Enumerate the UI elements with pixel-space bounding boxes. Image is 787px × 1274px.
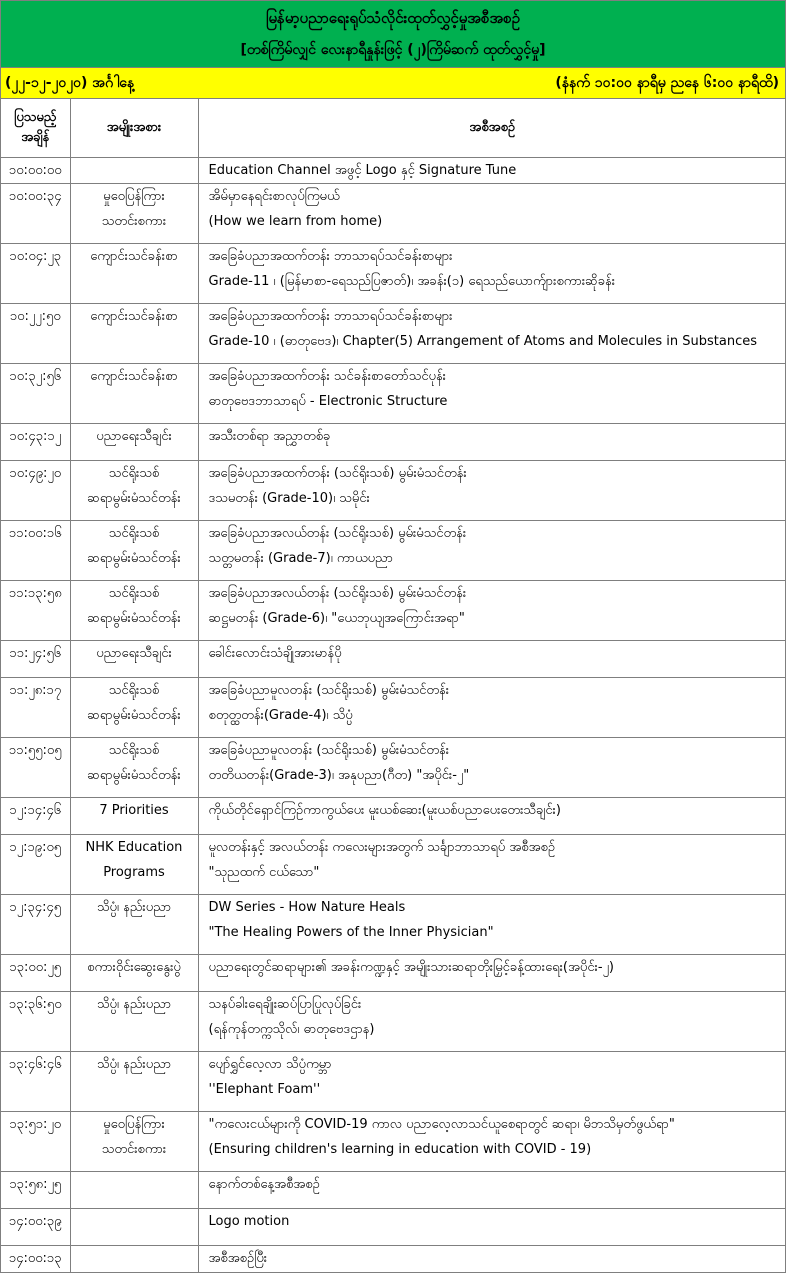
row-time (1, 798, 70, 835)
row-time (1, 678, 70, 738)
row-program-line: ''Elephant Foam'' (208, 1082, 321, 1097)
row-type-line: သတင်းစကား (101, 1142, 167, 1157)
schedule-row (1, 955, 786, 992)
schedule-row (1, 521, 786, 581)
row-type (70, 1112, 198, 1172)
row-type-line: ပညာရေးသီချင်း (96, 646, 172, 661)
row-program-line: ကိုယ်တိုင်ရှောင်ကြဉ်ကာကွယ်ပေး မူးယစ်ဆေး(မူးယစ်ပညာပေးတေးသီချင်း) (208, 803, 561, 818)
row-program-line: အခြေခံပညာအလယ်တန်း (သင်ရိုးသစ်) မွမ်းမံသင်တန်း (208, 526, 467, 541)
row-time-text: ၁၃:၅၁:၂၀ (9, 1117, 62, 1132)
schedule-row (1, 158, 786, 184)
row-type (70, 158, 198, 184)
row-type (70, 1209, 198, 1246)
schedule-body (1, 158, 786, 1274)
row-time (1, 461, 70, 521)
row-program-line: အခြေခံပညာအထက်တန်း သင်ခန်းစာတော်သင်ပုန်း (208, 369, 446, 384)
row-program (198, 1246, 786, 1274)
row-program-line: Education Channel အဖွင့် Logo နှင့် Signature Tune (208, 163, 517, 178)
schedule-table (1, 99, 786, 1273)
row-type-line (71, 1172, 198, 1197)
row-program (198, 158, 786, 184)
row-type (70, 521, 198, 581)
schedule-row (1, 1112, 786, 1172)
row-type (70, 304, 198, 364)
row-time (1, 304, 70, 364)
row-program-line: အစီအစဉ်ပြီး (208, 1251, 268, 1266)
schedule-row (1, 678, 786, 738)
row-program (198, 738, 786, 798)
row-program (198, 581, 786, 641)
row-program-line: Logo motion (208, 1214, 290, 1229)
row-type-line: မှုဝေပြန်ကြား (103, 1117, 165, 1132)
row-time (1, 835, 70, 895)
row-program-line: ပညာရေးတွင်ဆရာများ၏ အခန်းကဏ္ဍနှင့် အမျိုးသားဆရာတိုးမြှင့်ခန့်ထားရေး(အပိုင်း-၂) (208, 960, 615, 975)
row-type (70, 581, 198, 641)
row-program (198, 184, 786, 244)
row-type-line: စကားဝိုင်းဆွေးနွေးပွဲ (87, 960, 181, 975)
row-time (1, 424, 70, 461)
schedule-row (1, 1246, 786, 1274)
row-type (70, 895, 198, 955)
row-program (198, 992, 786, 1052)
row-time (1, 738, 70, 798)
schedule-row (1, 461, 786, 521)
row-type (70, 461, 198, 521)
title-band (1, 1, 785, 68)
row-type (70, 244, 198, 304)
row-time (1, 581, 70, 641)
schedule-subtitle: [တစ်ကြိမ်လျှင် လေးနာရီနှုန်းဖြင့် (၂)ကြိမ်ဆက် ထုတ်လွှင့်မှု] (240, 42, 546, 58)
row-time-text: ၁၀:၀၀:၀၀ (8, 163, 62, 178)
row-type-line (71, 1246, 198, 1271)
row-program-line: အသီးတစ်ရာ အညွှာတစ်ခု (208, 429, 331, 444)
row-time (1, 641, 70, 678)
row-program (198, 304, 786, 364)
schedule-row (1, 304, 786, 364)
row-time-text: ၁၂:၁၄:၄၆ (9, 803, 62, 818)
row-type-line (71, 158, 198, 183)
row-program-line: (Ensuring children's learning in education with COVID - 19) (208, 1142, 592, 1157)
row-time-text: ၁၁:၁၃:၅၈ (8, 586, 62, 601)
column-header-type: အမျိုးအစား (70, 99, 198, 158)
row-type-line: ကျောင်းသင်ခန်းစာ (90, 309, 178, 324)
row-type-line (71, 1209, 198, 1234)
row-program-line: ဓာတုဗေဒဘာသာရပ် - Electronic Structure (208, 394, 448, 409)
row-time-text: ၁၀:၀၄:၂၃ (9, 249, 62, 264)
row-program-line: (ရန်ကုန်တက္ကသိုလ်၊ ဓာတုဗေဒဌာန) (208, 1022, 375, 1037)
row-program (198, 798, 786, 835)
row-type (70, 678, 198, 738)
row-type-line: ပညာရေးသီချင်း (96, 429, 172, 444)
broadcast-time-range: (နံနက် ၁၀:၀၀ နာရီမှ ညနေ ၆:၀၀ နာရီထိ) (555, 75, 779, 91)
schedule-row (1, 895, 786, 955)
row-type-line: ကျောင်းသင်ခန်းစာ (90, 249, 178, 264)
row-program-line: ဆဋ္ဌမတန်း (Grade-6)၊ "ယေဘုယျအကြောင်းအရာ" (208, 611, 465, 626)
row-type-line: Programs (103, 865, 165, 880)
schedule-row (1, 1209, 786, 1246)
row-program-line: သနပ်ခါးရေချိုးဆပ်ပြာပြုလုပ်ခြင်း (208, 997, 362, 1012)
row-type-line: သင်ရိုးသစ် (108, 743, 160, 758)
row-program-line: ပျော်ရွှင်လေ့လာ သိပ္ပံကမ္ဘာ (208, 1057, 332, 1072)
row-type (70, 364, 198, 424)
row-type-line: NHK Education (85, 840, 183, 855)
row-program-line: အခြေခံပညာအထက်တန်း ဘာသာရပ်သင်ခန်းစာများ (208, 309, 453, 324)
row-program (198, 1112, 786, 1172)
row-program-line: အခြေခံပညာမူလတန်း (သင်ရိုးသစ်) မွမ်းမံသင်တန်း (208, 683, 450, 698)
row-type-line: သိပ္ပံ၊ နည်းပညာ (96, 997, 172, 1012)
column-header-time: ပြသမည့် အချိန် (1, 99, 70, 158)
row-program-line: အိမ်မှာနေရင်းစာလုပ်ကြမယ် (208, 189, 340, 204)
date-band (1, 68, 785, 99)
row-time (1, 895, 70, 955)
schedule-row (1, 1172, 786, 1209)
row-type-line: ဆရာမွမ်းမံသင်တန်း (87, 611, 181, 626)
table-header-row (1, 99, 786, 158)
row-time-text: ၁၁:၂၄:၅၆ (9, 646, 62, 661)
row-type (70, 955, 198, 992)
schedule-row (1, 244, 786, 304)
row-time-text: ၁၀:၃၂:၅၆ (9, 369, 62, 384)
column-header-program: အစီအစဉ် (198, 99, 786, 158)
row-time (1, 992, 70, 1052)
row-time-text: ၁၃:၄၆:၄၆ (8, 1057, 62, 1072)
row-program (198, 835, 786, 895)
row-time (1, 1246, 70, 1274)
row-time-text: ၁၃:၀၀:၂၅ (9, 960, 62, 975)
row-program-line: စတုတ္ထတန်း(Grade-4)၊ သိပ္ပံ (208, 708, 353, 723)
row-time (1, 244, 70, 304)
row-type (70, 1052, 198, 1112)
row-program-line: ခေါင်းလောင်းသံချိုအားမာန်ပို (208, 646, 342, 661)
row-program-line: နောက်တစ်နေ့အစီအစဉ် (208, 1177, 320, 1192)
row-time-text: ၁၃:၃၆:၅၀ (8, 997, 62, 1012)
row-time-text: ၁၂:၃၄:၄၅ (9, 900, 62, 915)
row-time (1, 184, 70, 244)
row-type-line: သင်ရိုးသစ် (108, 466, 160, 481)
schedule-row (1, 835, 786, 895)
row-type-line: ဆရာမွမ်းမံသင်တန်း (87, 768, 181, 783)
schedule-row (1, 364, 786, 424)
row-program (198, 1172, 786, 1209)
row-time-text: ၁၁:၅၅:၀၅ (8, 743, 62, 758)
schedule-row (1, 641, 786, 678)
row-time (1, 521, 70, 581)
row-time (1, 1209, 70, 1246)
row-program-line: သတ္တမတန်း (Grade-7)၊ ကာယပညာ (208, 551, 393, 566)
row-program (198, 1209, 786, 1246)
schedule-row (1, 738, 786, 798)
row-time-text: ၁၁:၀၀:၁၆ (8, 526, 62, 541)
schedule-row (1, 992, 786, 1052)
row-time (1, 1052, 70, 1112)
broadcast-date: (၂၂-၁၂-၂၀၂၀) အင်္ဂါနေ့ (5, 75, 135, 91)
row-program (198, 641, 786, 678)
schedule-row (1, 424, 786, 461)
row-program (198, 895, 786, 955)
schedule-row (1, 581, 786, 641)
row-type-line: မှုဝေပြန်ကြား (103, 189, 165, 204)
row-time-text: ၁၀:၀၀:၃၄ (8, 189, 62, 204)
row-program (198, 678, 786, 738)
row-program (198, 955, 786, 992)
row-program-line: (How we learn from home) (208, 214, 383, 229)
row-type-line: သတင်းစကား (101, 214, 167, 229)
row-program-line: "သုညထက် ငယ်သော" (208, 865, 320, 880)
row-type (70, 184, 198, 244)
row-time-text: ၁၄:၀၀:၁၃ (8, 1251, 62, 1266)
row-program-line: "ကလေးငယ်များကို COVID-19 ကာလ ပညာလေ့လာသင်ယူစေရာတွင် ဆရာ၊ မိဘသိမှတ်ဖွယ်ရာ" (208, 1117, 675, 1132)
row-type (70, 424, 198, 461)
row-time-text: ၁၂:၁၉:၀၅ (9, 840, 62, 855)
row-type (70, 1246, 198, 1274)
row-program (198, 424, 786, 461)
row-type (70, 1172, 198, 1209)
row-program-line: "The Healing Powers of the Inner Physician" (208, 925, 494, 940)
row-type (70, 835, 198, 895)
row-type-line: သိပ္ပံ၊ နည်းပညာ (96, 900, 172, 915)
row-type-line: ကျောင်းသင်ခန်းစာ (90, 369, 178, 384)
row-program-line: အခြေခံပညာအထက်တန်း ဘာသာရပ်သင်ခန်းစာများ (208, 249, 453, 264)
row-program (198, 244, 786, 304)
row-time-text: ၁၃:၅၈:၂၅ (9, 1177, 62, 1192)
schedule-row (1, 1052, 786, 1112)
row-program-line: အခြေခံပညာအလယ်တန်း (သင်ရိုးသစ်) မွမ်းမံသင်တန်း (208, 586, 467, 601)
row-type (70, 798, 198, 835)
row-type-line: သင်ရိုးသစ် (108, 526, 160, 541)
row-program-line: Grade-11 ၊ (မြန်မာစာ-ရေသည်ပြဇာတ်)၊ အခန်း(၁) ရေသည်ယောက်ျားစကားဆိုခန်း (208, 274, 616, 289)
row-type-line: ဆရာမွမ်းမံသင်တန်း (87, 708, 181, 723)
row-program-line: DW Series - How Nature Heals (208, 900, 406, 915)
row-type-line: သင်ရိုးသစ် (108, 683, 160, 698)
schedule-row (1, 184, 786, 244)
row-program-line: ဒသမတန်း (Grade-10)၊ သမိုင်း (208, 491, 370, 506)
row-time-text: ၁၄:၀၀:၃၉ (8, 1214, 62, 1229)
row-program (198, 1052, 786, 1112)
row-time (1, 1112, 70, 1172)
row-program-line: အခြေခံပညာမူလတန်း (သင်ရိုးသစ်) မွမ်းမံသင်တန်း (208, 743, 450, 758)
row-time (1, 955, 70, 992)
row-type (70, 738, 198, 798)
row-time (1, 1172, 70, 1209)
row-type-line: 7 Priorities (99, 803, 169, 818)
row-program-line: Grade-10 ၊ (ဓာတုဗေဒ)၊ Chapter(5) Arrangement of Atoms and Molecules in Substances (208, 334, 758, 349)
row-program-line: အခြေခံပညာအထက်တန်း (သင်ရိုးသစ်) မွမ်းမံသင်တန်း (208, 466, 467, 481)
row-time-text: ၁၀:၄၃:၁၂ (9, 429, 62, 444)
row-program (198, 461, 786, 521)
row-program-line: တတိယတန်း(Grade-3)၊ အနုပညာ(ဂီတ) "အပိုင်း-၂" (208, 768, 470, 783)
row-type-line: သင်ရိုးသစ် (108, 586, 160, 601)
row-type-line: ဆရာမွမ်းမံသင်တန်း (87, 551, 181, 566)
row-program-line: မူလတန်းနှင့် အလယ်တန်း ကလေးများအတွက် သင်္ချာဘာသာရပ် အစီအစဉ် (208, 840, 556, 855)
row-program (198, 364, 786, 424)
row-time (1, 364, 70, 424)
row-type-line: ဆရာမွမ်းမံသင်တန်း (87, 491, 181, 506)
row-time-text: ၁၀:၂၂:၅၀ (9, 309, 61, 324)
row-type-line: သိပ္ပံ၊ နည်းပညာ (96, 1057, 172, 1072)
schedule-title: မြန်မာ့ပညာရေးရုပ်သံလိုင်းထုတ်လွှင့်မှုအစီအစဉ် (265, 9, 521, 27)
row-program (198, 521, 786, 581)
row-time-text: ၁၁:၂၈:၁၇ (9, 683, 62, 698)
schedule-row (1, 798, 786, 835)
row-type (70, 992, 198, 1052)
row-time-text: ၁၀:၄၉:၂၀ (9, 466, 62, 481)
row-time (1, 158, 70, 184)
row-type (70, 641, 198, 678)
